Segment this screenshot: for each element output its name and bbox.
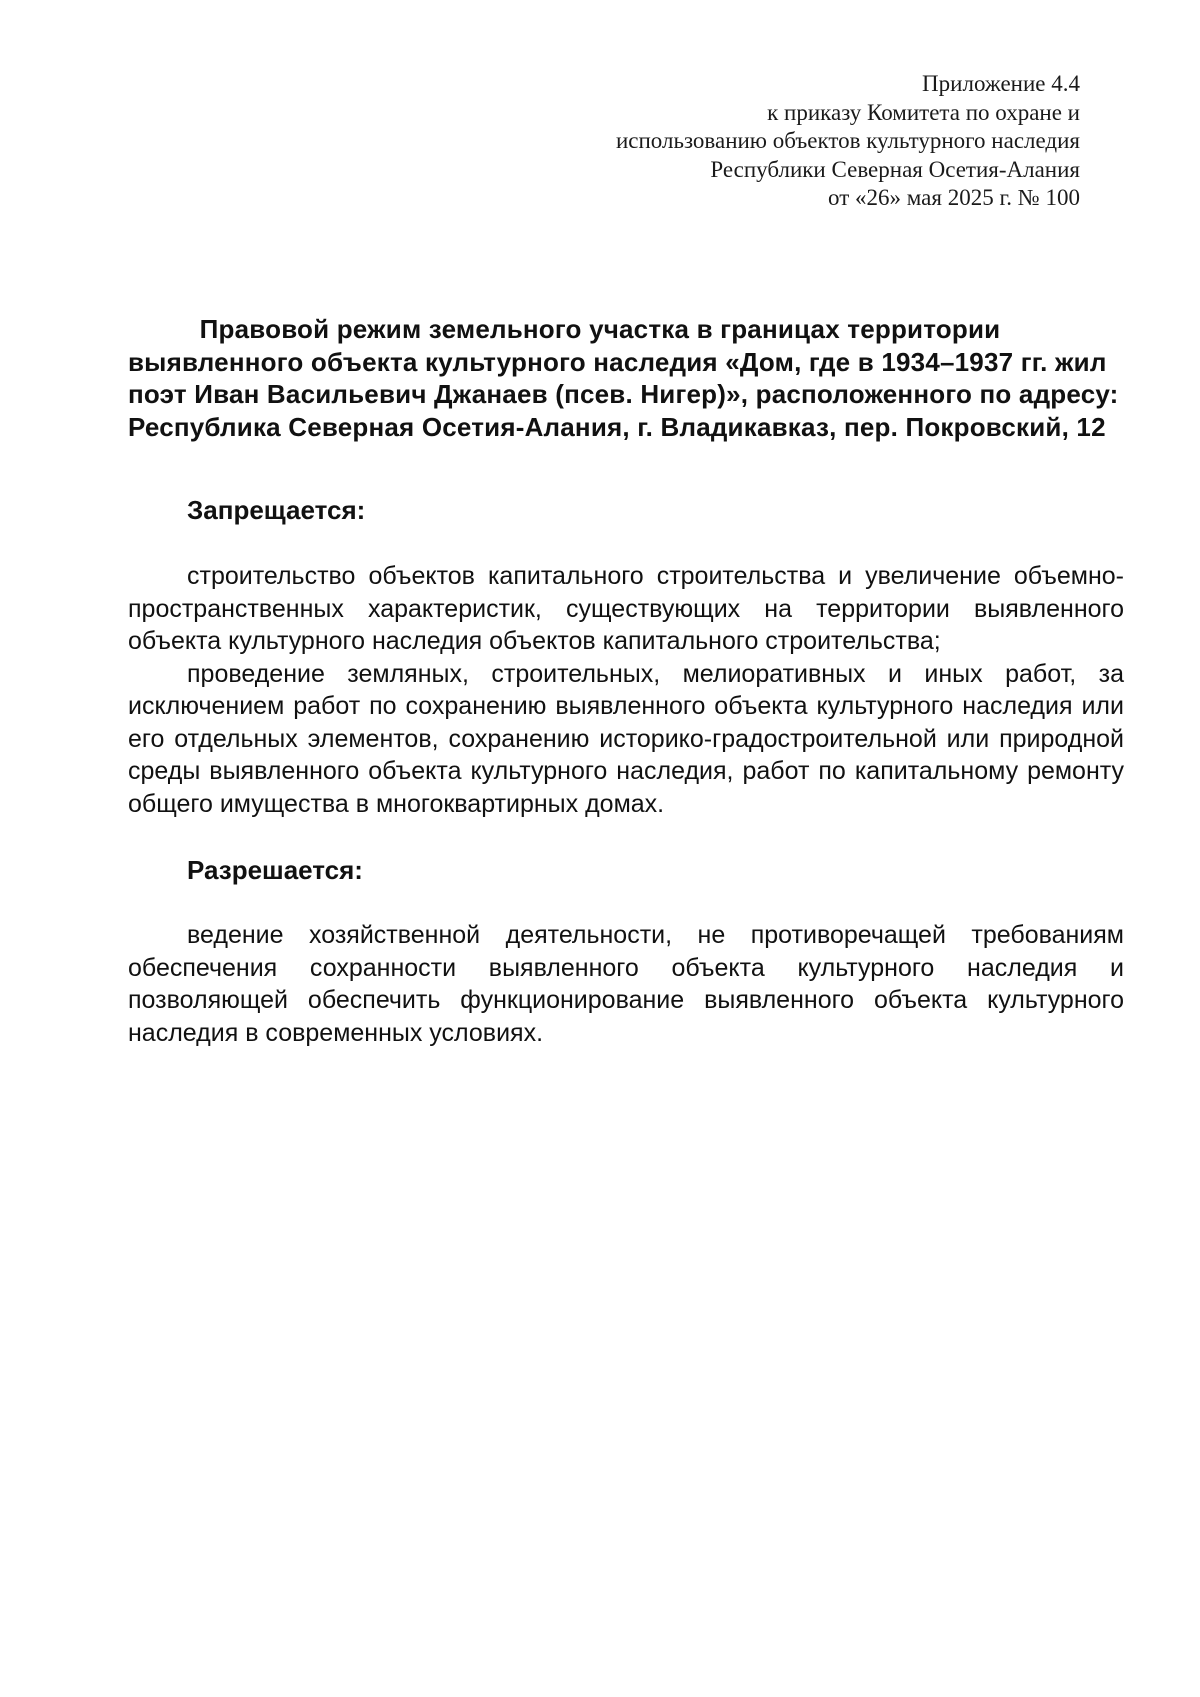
appendix-republic: Республики Северная Осетия-Алания bbox=[710, 156, 1080, 182]
prohibited-paragraph: проведение земляных, строительных, мелиоративных и иных работ, за исключением работ по сохранению выявленного объекта культурного наследия или его отдельных элементов, сохранению историко-градостроительной или природной среды выявленного объекта культурного наследия, работ по капитальному ремонту общего имущества в многоквартирных домах. bbox=[128, 659, 1124, 818]
title-line: Республика Северная Осетия-Алания, г. Владикавказ, пер. Покровский, 12 bbox=[128, 411, 1106, 442]
title-line: выявленного объекта культурного наследия «Дом, где в 1934–1937 гг. жил bbox=[128, 346, 1107, 377]
title-line: Правовой режим земельного участка в границах территории bbox=[199, 314, 1001, 344]
appendix-block bbox=[616, 70, 1080, 213]
prohibited-section bbox=[128, 560, 1124, 820]
allowed-heading: Разрешается: bbox=[187, 855, 363, 885]
allowed-paragraph: ведение хозяйственной деятельности, не противоречащей требованиям обеспечения сохранности выявленного объекта культурного наследия и позволяющей обеспечить функционирование выявленного объекта культурного наследия в современных условиях. bbox=[128, 921, 1124, 1047]
appendix-committee: использованию объектов культурного наследия bbox=[615, 128, 1080, 153]
document-title bbox=[128, 313, 1119, 443]
title-line: поэт Иван Васильевич Джанаев (псев. Нигер)», расположенного по адресу: bbox=[128, 379, 1119, 409]
prohibited-heading: Запрещается: bbox=[187, 495, 366, 525]
appendix-order-ref: к приказу Комитета по охране и bbox=[767, 99, 1080, 125]
appendix-date-number: от «26» мая 2025 г. № 100 bbox=[828, 185, 1080, 210]
appendix-number: Приложение 4.4 bbox=[922, 71, 1080, 96]
prohibited-paragraph: строительство объектов капитального строительства и увеличение объемно-пространственных характеристик, существующих на территории выявленного объекта культурного наследия объектов капитального строительства; bbox=[128, 562, 1124, 655]
allowed-section bbox=[128, 919, 1124, 1049]
